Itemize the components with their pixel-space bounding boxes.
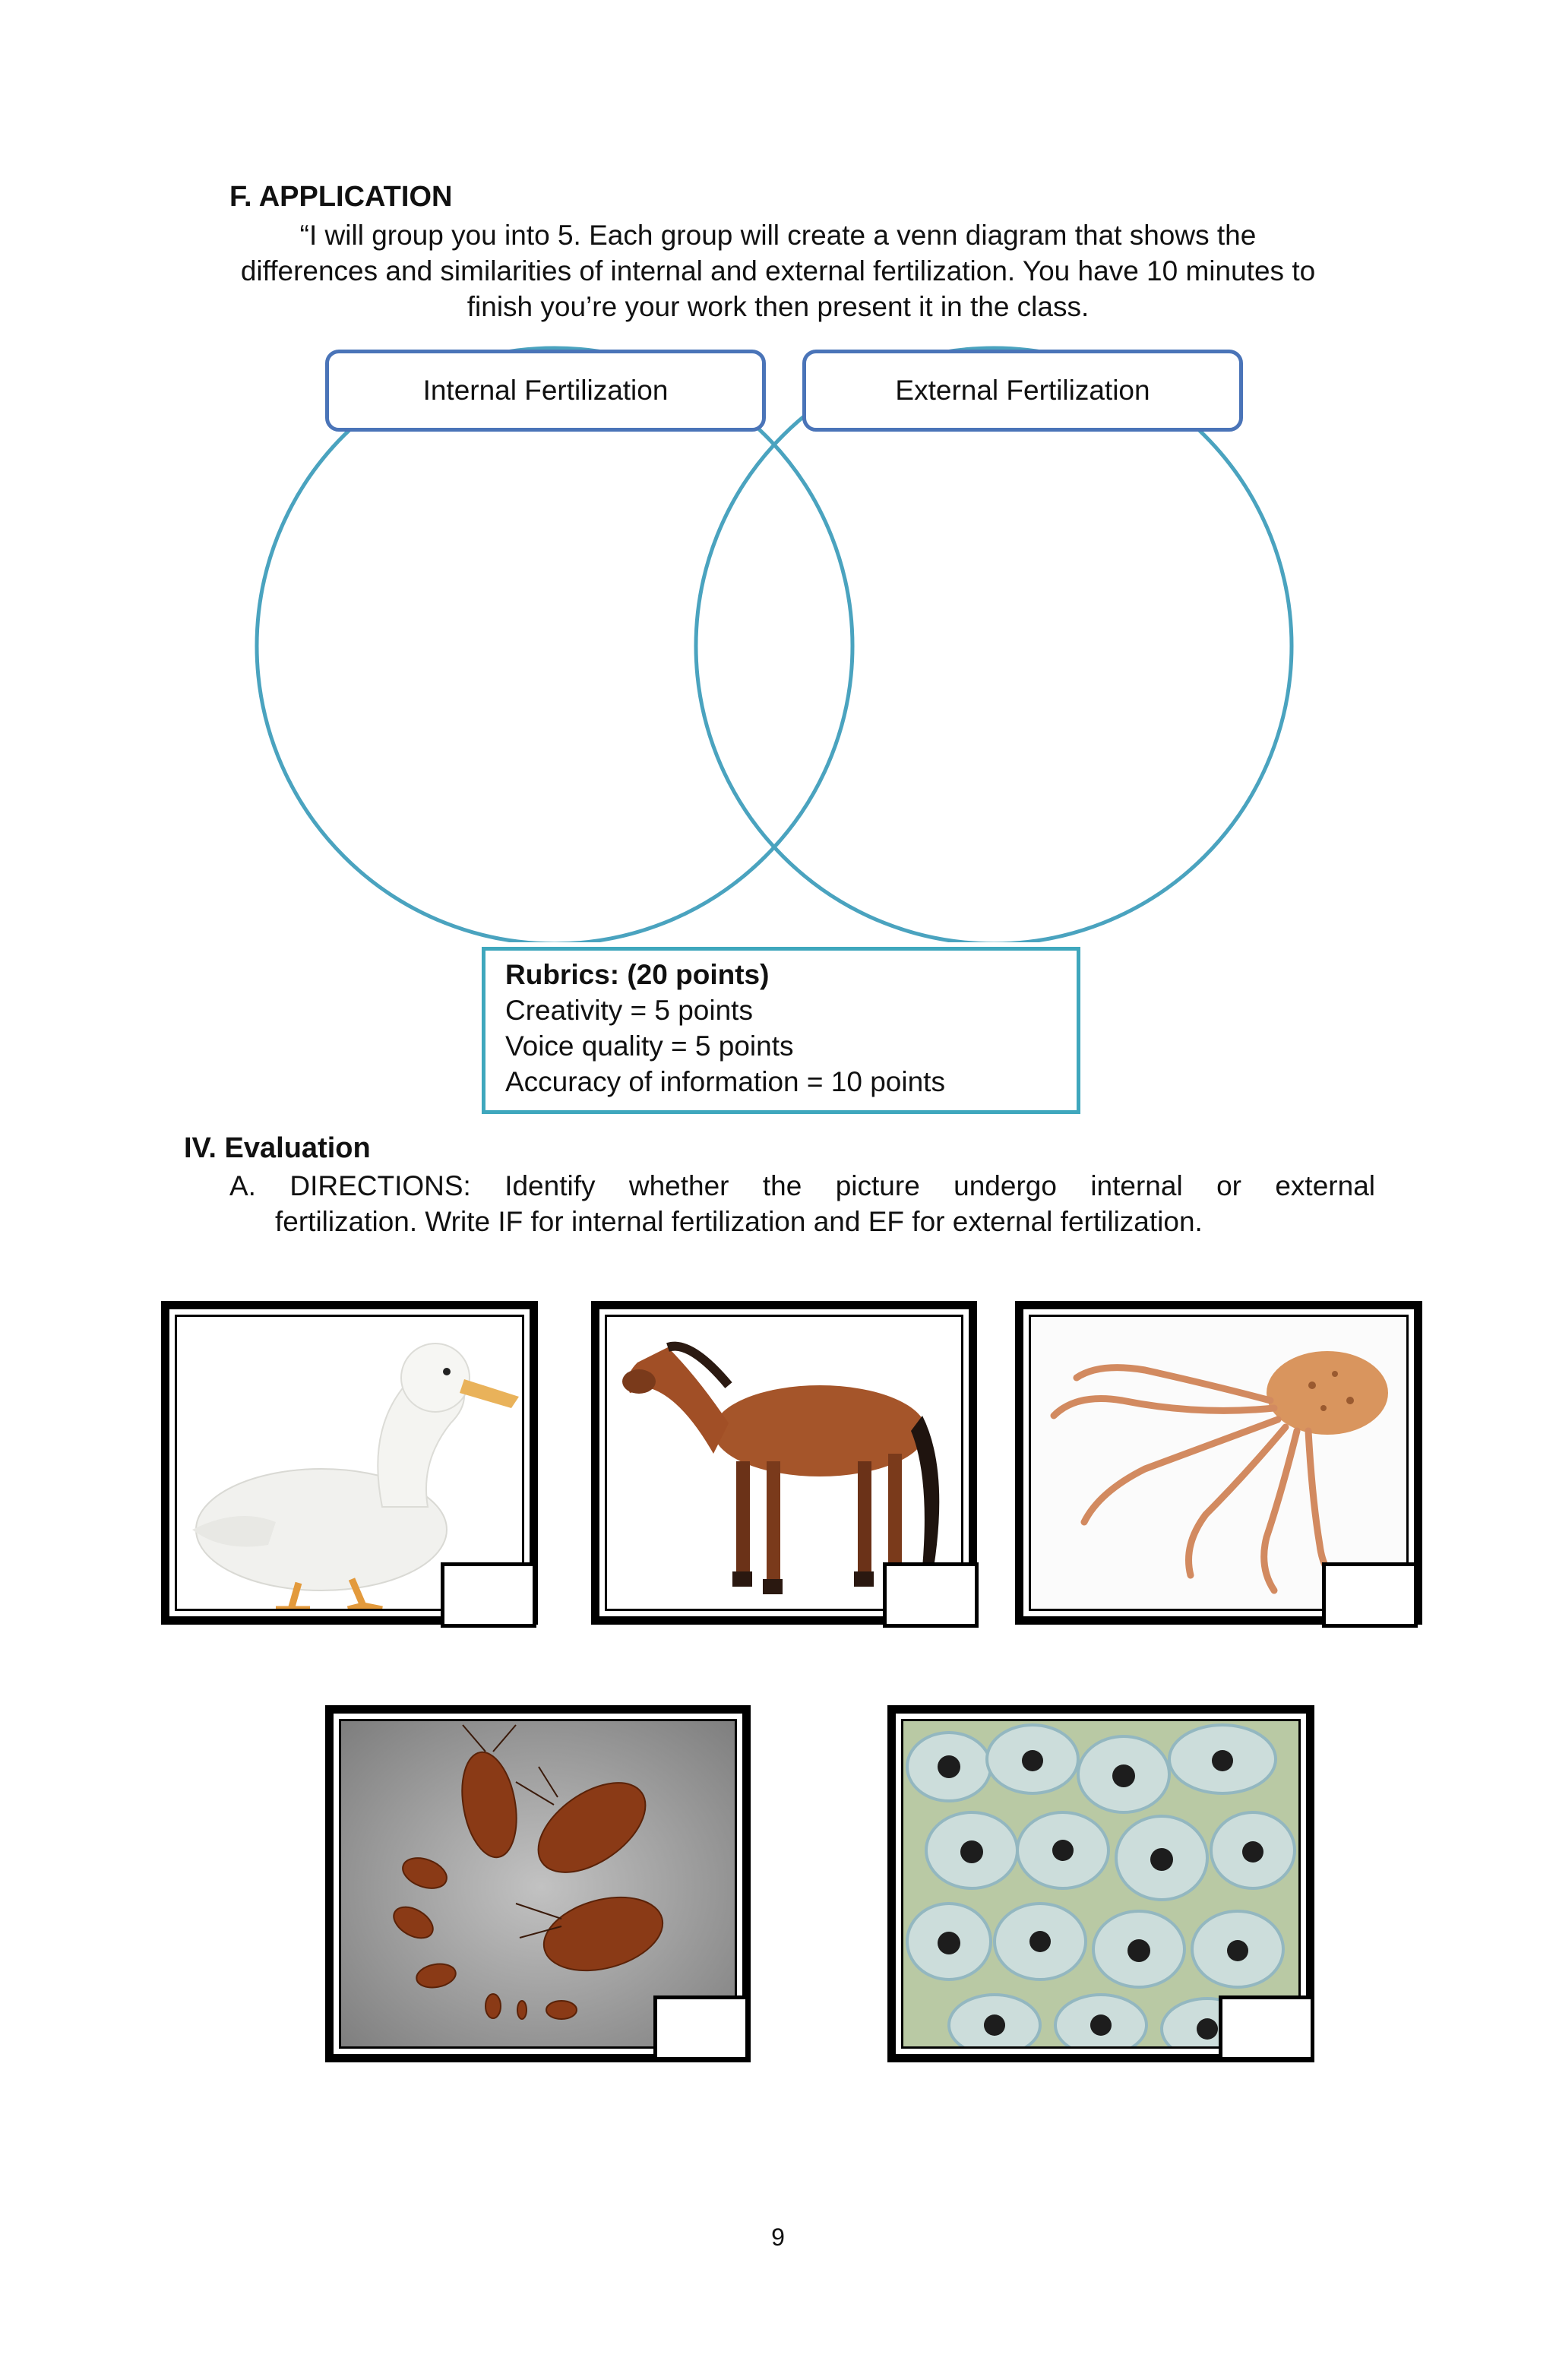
page-number: 9 bbox=[771, 2223, 785, 2251]
rubric-item-voice-quality: Voice quality = 5 points bbox=[505, 1030, 794, 1062]
directions-line-1: A. DIRECTIONS: Identify whether the picture undergo internal or external bbox=[229, 1170, 1375, 1201]
answer-box-duck[interactable] bbox=[441, 1562, 536, 1628]
external-fertilization-label: External Fertilization bbox=[802, 350, 1243, 432]
instructions-line-2: differences and similarities of internal and external fertilization. You have 10 minutes to bbox=[240, 255, 1316, 286]
application-heading: F. APPLICATION bbox=[229, 181, 453, 213]
venn-circle-left bbox=[257, 348, 852, 942]
answer-box-octopus[interactable] bbox=[1322, 1562, 1418, 1628]
answer-box-frog-eggs[interactable] bbox=[1219, 1995, 1314, 2061]
instructions-line-3: finish you’re your work then present it in the class. bbox=[466, 291, 1090, 322]
answer-box-horse[interactable] bbox=[883, 1562, 979, 1628]
rubrics-title: Rubrics: (20 points) bbox=[505, 959, 770, 990]
instructions-line-1: “I will group you into 5. Each group will create a venn diagram that shows the bbox=[299, 220, 1257, 251]
venn-diagram bbox=[0, 0, 1556, 942]
evaluation-heading: IV. Evaluation bbox=[184, 1132, 371, 1164]
internal-fertilization-label: Internal Fertilization bbox=[325, 350, 766, 432]
directions-line-2: fertilization. Write IF for internal fertilization and EF for external fertilization. bbox=[275, 1206, 1203, 1237]
answer-box-cockroach[interactable] bbox=[653, 1995, 749, 2061]
rubric-item-creativity: Creativity = 5 points bbox=[505, 995, 753, 1026]
rubrics-box bbox=[482, 947, 1080, 1114]
rubric-item-accuracy: Accuracy of information = 10 points bbox=[505, 1066, 945, 1097]
venn-circle-right bbox=[696, 348, 1292, 942]
